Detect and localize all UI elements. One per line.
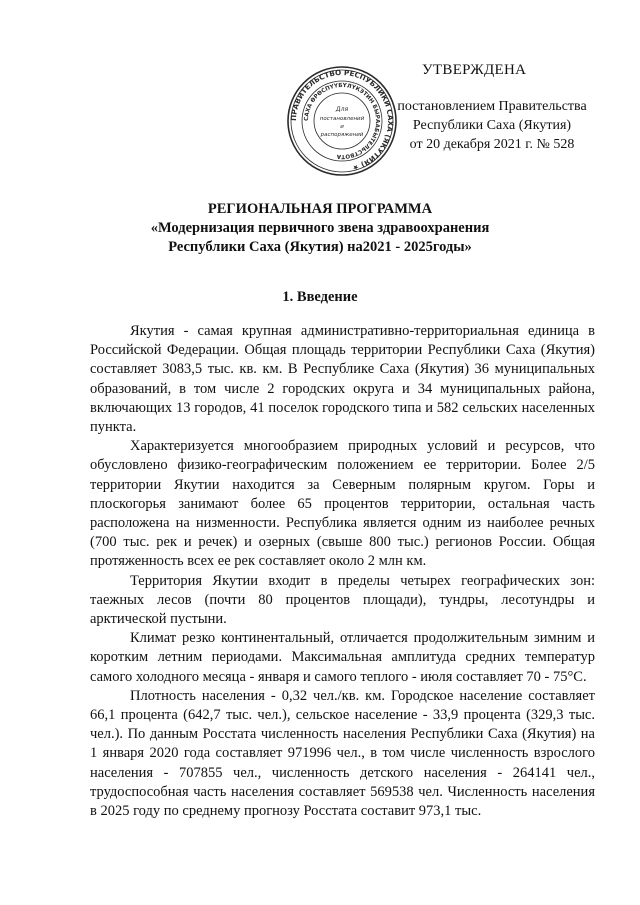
svg-text:постановлений: постановлений xyxy=(319,116,365,122)
official-seal-icon xyxy=(286,65,398,177)
program-title: РЕГИОНАЛЬНАЯ ПРОГРАММА xyxy=(207,201,433,217)
svg-text:ПРАВИТЕЛЬСТВО РЕСПУБЛИКИ САХА: ПРАВИТЕЛЬСТВО РЕСПУБЛИКИ САХА (ЯКУТИЯ) ★ xyxy=(288,67,396,173)
paragraph: Характеризуется многообразием природных условий и ресурсов, что обусловлено физико-географическим положением ее территории. Более 2/5 территории Якутии находится за Северным полярным кругом. Горы и плоскогорья занимают более 65 процентов территории, остальная часть расположена на низменности. Республика является одним из наиболее речных (700 тыс. рек и речек) и озерных (свыше 800 тыс.) регионов России. Общая протяженность всех ее рек составляет около 2 млн км. xyxy=(90,438,595,570)
svg-text:и: и xyxy=(340,124,344,130)
program-subtitle-line-2: Республики Саха (Якутия) на2021 - 2025годы» xyxy=(168,239,472,255)
approval-block xyxy=(0,0,640,173)
approval-line-3: от 20 декабря 2021 г. № 528 xyxy=(409,137,575,152)
body-text xyxy=(90,322,595,821)
paragraph: Якутия - самая крупная административно-территориальная единица в Российской Федерации. Общая площадь территории Республики Саха (Якутия) составляет 3083,5 тыс. кв. км. В Республике Саха (Якутия) 36 муниципальных образований, в том числе 2 городских округа и 34 муниципальных района, включающих 13 городов, 41 поселок городского типа и 582 сельских населенных пункта. xyxy=(90,323,595,436)
paragraph: Территория Якутии входит в пределы четырех географических зон: таежных лесов (почти 80 процентов площади), тундры, лесотундры и арктической пустыни. xyxy=(90,572,595,628)
paragraph: Плотность населения - 0,32 чел./кв. км. Городское население составляет 66,1 процента (642,7 тыс. чел.), сельское население - 33,9 процента (329,3 тыс. чел.). По данным Росстата численность населения Республики Саха (Якутия) на 1 января 2020 года составляет 971996 чел., в том числе численность взрослого населения - 707855 чел., численность детского населения - 264141 чел., трудоспособная часть населения составляет 569538 чел. Численность населения в 2025 году по среднему прогнозу Росстата составит 973,1 тыс. xyxy=(90,687,595,820)
program-heading xyxy=(0,200,640,257)
svg-text:распоряжений: распоряжений xyxy=(320,132,364,138)
approval-title: УТВЕРЖДЕНА xyxy=(422,62,527,78)
paragraph: Климат резко континентальный, отличается продолжительным зимним и коротким летним периодами. Максимальная амплитуда средних температур самого холодного месяца - января и самого теплого - июля составляет 70 - 75°С. xyxy=(90,630,595,685)
program-subtitle-line-1: «Модернизация первичного звена здравоохранения xyxy=(150,220,490,236)
approval-line-1: постановлением Правительства xyxy=(397,99,587,114)
approval-line-2: Республики Саха (Якутия) xyxy=(412,118,572,133)
section-title: 1. Введение xyxy=(282,289,358,305)
svg-text:Для: Для xyxy=(335,106,349,113)
svg-text:САХА ӨРӨСПҮҮБҮЛҮКЭТИН БЫРААБЫТ: САХА ӨРӨСПҮҮБҮЛҮКЭТИН БЫРААБЫТЕЛЬСТВОТА xyxy=(303,82,381,160)
